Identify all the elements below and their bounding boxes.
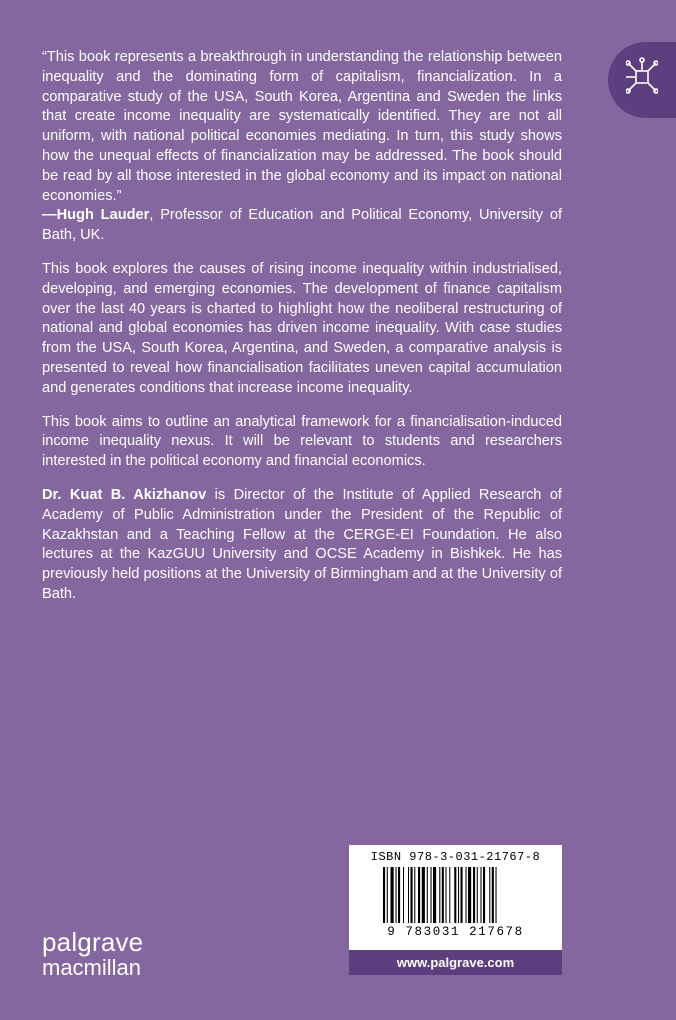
endorsement-quote: [42, 48, 562, 246]
barcode-bar: [481, 867, 482, 923]
publisher-url[interactable]: www.palgrave.com: [349, 950, 562, 975]
network-node-icon: [626, 54, 658, 104]
barcode-bar: [442, 867, 444, 923]
barcode-bar: [461, 867, 463, 923]
barcode-bar: [446, 867, 447, 923]
publisher-logo: [42, 927, 144, 980]
quote-text: “This book represents a breakthrough in understanding the relationship between inequality and the dominating form of capitalism, financialization. In a comparative study of the USA, South Korea, Argentina and Sweden the links that create income inequality are systematically identified. They are not all uniform, with national political economies mediating. In turn, this study shows how the unequal effects of financialization may be addressed. The book should be read by all those interested in the global economy and its impact on national economies.”: [42, 49, 562, 204]
barcode-bar: [422, 867, 425, 923]
barcode-bar: [414, 867, 415, 923]
back-cover-text: [42, 48, 562, 619]
barcode-bar: [492, 867, 494, 923]
barcode-bar: [403, 867, 404, 923]
barcode-bar: [431, 867, 432, 923]
isbn-barcode: [349, 845, 562, 950]
barcode-bar: [483, 867, 485, 923]
barcode-bar: [418, 867, 420, 923]
barcode-bar: [391, 867, 394, 923]
barcode-bar: [449, 867, 450, 923]
barcode-bar: [458, 867, 459, 923]
barcode-bars: [383, 867, 533, 925]
author-bio-text: is Director of the Institute of Applied Research of Academy of Public Administration under the President of the Republic of Kazakhstan and a Teaching Fellow at the CERGE-EI Foundation. He also lectures at the KazGUU University and OCSE Academy in Bishkek. He has previously held positions at the University of Birmingham and at the University of Bath.: [42, 486, 562, 602]
barcode-bar: [468, 867, 471, 923]
quote-author-title: , Professor of Education and Political Economy, University of Bath, UK.: [42, 207, 562, 244]
description-paragraph-2: This book aims to outline an analytical framework for a financialisation-induced income inequality nexus. It will be relevant to students and researchers interested in the political economy and financial economics.: [42, 413, 562, 470]
barcode-bar: [396, 867, 397, 923]
barcode-digits: 9 783031 217678: [387, 925, 524, 939]
barcode-bar: [408, 867, 409, 923]
barcode-bar: [433, 867, 436, 923]
barcode-bar: [387, 867, 388, 923]
barcode-bar: [427, 867, 428, 923]
barcode-bar: [496, 867, 497, 923]
description-paragraph-1: This book explores the causes of rising income inequality within industrialised, developing, and emerging economies. The development of finance capitalism over the last 40 years is charted to highlight how the neoliberal restructuring of national and global economies has driven income inequality. With case studies from the USA, South Korea, Argentina, and Sweden, a comparative analysis is presented to reveal how financialisation facilitates uneven capital accumulation and generates conditions that increase income inequality.: [42, 260, 562, 396]
barcode-bar: [489, 867, 490, 923]
barcode-bar: [411, 867, 413, 923]
author-bio: [42, 486, 562, 605]
logo-line-2: macmillan: [42, 955, 142, 980]
barcode-bar: [398, 867, 400, 923]
barcode-bar: [466, 867, 467, 923]
quote-attribution: [42, 206, 562, 246]
logo-line-1: palgrave: [42, 927, 144, 957]
barcode-bar: [383, 867, 385, 923]
isbn-label: ISBN 978-3-031-21767-8: [370, 850, 541, 864]
author-name: Dr. Kuat B. Akizhanov: [42, 486, 207, 503]
barcode-bar: [454, 867, 456, 923]
quote-author: —Hugh Lauder: [42, 207, 150, 224]
barcode-bar: [477, 867, 478, 923]
barcode-bar: [439, 867, 440, 923]
barcode-bar: [473, 867, 475, 923]
corner-tab: [608, 42, 676, 118]
